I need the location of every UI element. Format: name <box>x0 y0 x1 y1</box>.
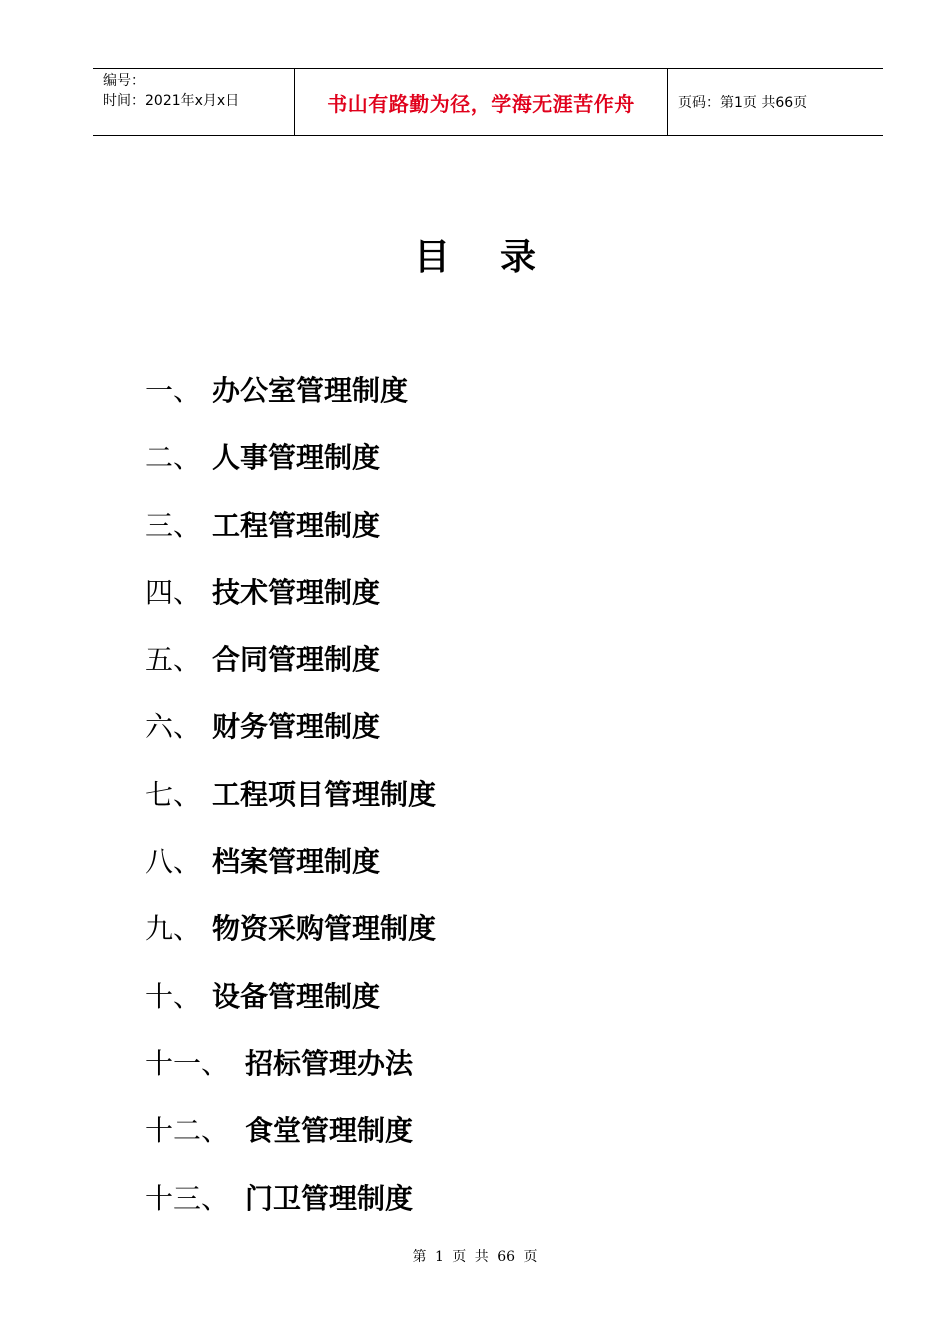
toc-item-number: 三、 <box>145 508 202 542</box>
toc-item-number: 二、 <box>145 441 202 475</box>
toc-item-number: 十三、 <box>145 1181 230 1215</box>
toc-item[interactable] <box>145 772 436 839</box>
toc-item-number: 十二、 <box>145 1114 230 1148</box>
header-page-info: 页码：第1页 共66页 <box>678 95 808 111</box>
toc-item[interactable] <box>145 1041 436 1108</box>
header-motto: 书山有路勤为径，学海无涯苦作舟 <box>327 91 635 116</box>
toc-item-label: 食堂管理制度 <box>245 1114 414 1148</box>
toc-item[interactable] <box>145 839 436 906</box>
toc-item-number: 四、 <box>145 575 202 609</box>
toc-item-label: 招标管理办法 <box>245 1046 414 1080</box>
toc-item-label: 工程项目管理制度 <box>212 777 437 811</box>
toc-item-number: 七、 <box>145 777 202 811</box>
toc-item[interactable] <box>145 570 436 637</box>
toc-item[interactable] <box>145 1108 436 1175</box>
serial-number-label: 编号： <box>103 73 145 89</box>
toc-item-number: 五、 <box>145 643 202 677</box>
page-header <box>93 68 883 136</box>
toc-item[interactable] <box>145 435 436 502</box>
toc-item[interactable] <box>145 637 436 704</box>
toc-item[interactable] <box>145 704 436 771</box>
toc-item-number: 九、 <box>145 912 202 946</box>
header-page-info-cell <box>668 69 883 135</box>
toc-item[interactable] <box>145 503 436 570</box>
time-label: 时间：2021年x月x日 <box>103 93 240 109</box>
header-meta <box>93 69 294 135</box>
toc-item-label: 物资采购管理制度 <box>212 912 437 946</box>
page-footer: 第 1 页 共 66 页 <box>412 1249 538 1265</box>
toc-item-label: 合同管理制度 <box>212 643 381 677</box>
table-of-contents <box>145 368 436 1243</box>
toc-item-number: 六、 <box>145 710 202 744</box>
toc-item-number: 十一、 <box>145 1046 230 1080</box>
toc-item[interactable] <box>145 974 436 1041</box>
toc-item[interactable] <box>145 1176 436 1243</box>
toc-item[interactable] <box>145 906 436 973</box>
toc-item[interactable] <box>145 368 436 435</box>
toc-item-label: 技术管理制度 <box>212 575 381 609</box>
toc-item-label: 办公室管理制度 <box>212 374 409 407</box>
toc-item-label: 人事管理制度 <box>212 441 381 475</box>
toc-item-number: 十、 <box>145 979 202 1013</box>
toc-item-label: 工程管理制度 <box>212 508 381 542</box>
page-title: 目录 <box>413 236 586 278</box>
toc-item-number: 八、 <box>145 845 202 879</box>
toc-item-label: 设备管理制度 <box>212 979 381 1013</box>
toc-item-label: 财务管理制度 <box>212 710 381 744</box>
toc-item-label: 档案管理制度 <box>212 845 381 879</box>
toc-item-number: 一、 <box>145 374 202 407</box>
toc-item-label: 门卫管理制度 <box>245 1181 414 1215</box>
header-motto-cell <box>294 69 668 135</box>
